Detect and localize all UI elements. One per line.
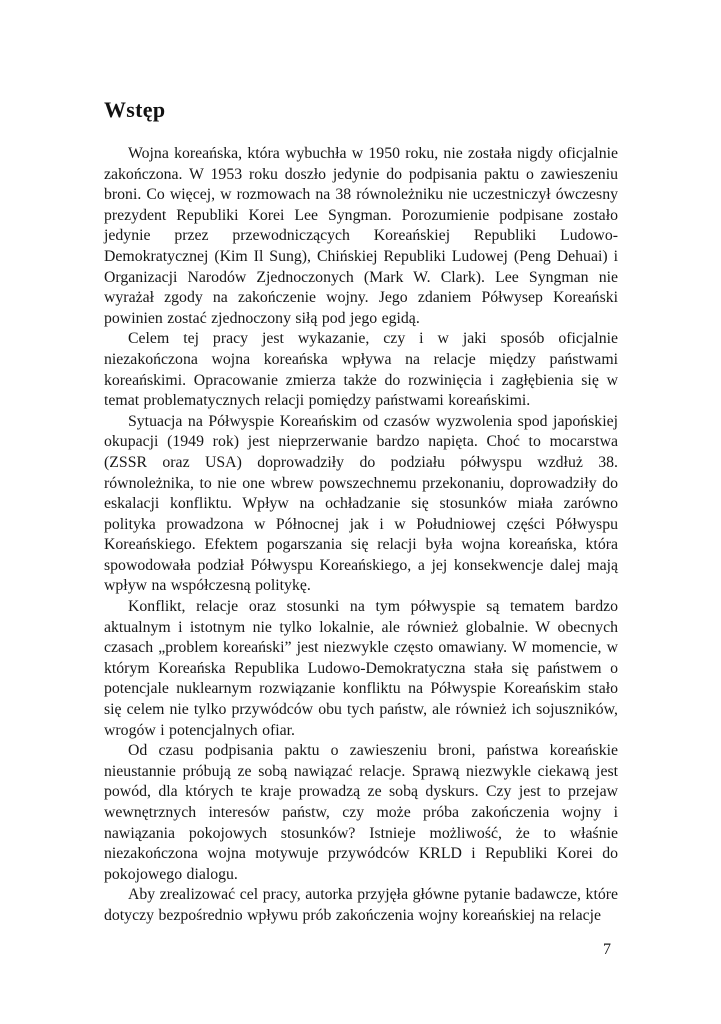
- paragraph-3: Sytuacja na Półwyspie Koreańskim od czasów wyzwolenia spod japońskiej okupacji (1949 rok) jest nieprzerwanie bardzo napięta. Choć to mocarstwa (ZSSR oraz USA) doprowadziły do podziału półwyspu wzdłuż 38. równoleżnika, to nie one wbrew powszechnemu przekonaniu, doprowadziły do eskalacji konfliktu. Wpływ na ochładzanie się stosunków miała zarówno polityka prowadzona w Północnej jak i w Południowej części Półwyspu Koreańskiego. Efektem pogarszania się relacji była wojna koreańska, która spowodowała podział Półwyspu Koreańskiego, a jej konsekwencje dalej mają wpływ na współczesną politykę.: [104, 412, 618, 595]
- paragraph-2: Celem tej pracy jest wykazanie, czy i w jaki sposób oficjalnie niezakończona wojna koreańska wpływa na relacje między państwami koreańskimi. Opracowanie zmierza także do rozwinięcia i zagłębienia się w temat problematycznych relacji pomiędzy państwami koreańskimi.: [104, 330, 618, 410]
- paragraph-6: Aby zrealizować cel pracy, autorka przyjęła główne pytanie badawcze, które dotyczy bezpośrednio wpływu prób zakończenia wojny koreańskiej na relacje: [104, 886, 618, 924]
- paragraph-4: Konflikt, relacje oraz stosunki na tym półwyspie są tematem bardzo aktualnym i istotnym nie tylko lokalnie, ale również globalnie. W obecnych czasach „problem koreański” jest niezwykle często omawiany. W momencie, w którym Koreańska Republika Ludowo-Demokratyczna stała się państwem o potencjale nuklearnym rozwiązanie konfliktu na Półwyspie Koreańskim stało się celem nie tylko przywódców obu tych państw, ale również ich sojuszników, wrogów i potencjalnych ofiar.: [104, 598, 618, 739]
- paragraph-5: Od czasu podpisania paktu o zawieszeniu broni, państwa koreańskie nieustannie próbują ze sobą nawiązać relacje. Sprawą niezwykle ciekawą jest powód, dla których te kraje prowadzą ze sobą dyskurs. Czy jest to przejaw wewnętrznych interesów państw, czy może próba zakończenia wojny i nawiązania pokojowych stosunków? Istnieje możliwość, że to właśnie niezakończona wojna motywuje przywódców KRLD i Republiki Korei do pokojowego dialogu.: [104, 742, 618, 883]
- paragraph-1: Wojna koreańska, która wybuchła w 1950 roku, nie została nigdy oficjalnie zakończona. W 1953 roku doszło jedynie do podpisania paktu o zawieszeniu broni. Co więcej, w rozmowach na 38 równoleżniku nie uczestniczył ówczesny prezydent Republiki Korei Lee Syngman. Porozumienie podpisane zostało jedynie przez przewodniczących Koreańskiej Republiki Ludowo-Demokratycznej (Kim Il Sung), Chińskiej Republiki Ludowej (Peng Dehuai) i Organizacji Narodów Zjednoczonych (Mark W. Clark). Lee Syngman nie wyrażał zgody na zakończenie wojny. Jego zdaniem Półwysep Koreański powinien zostać zjednoczony siłą pod jego egidą.: [104, 145, 618, 327]
- section-heading: Wstęp: [104, 97, 166, 122]
- text-block: [104, 97, 618, 927]
- page-number: 7: [603, 941, 611, 958]
